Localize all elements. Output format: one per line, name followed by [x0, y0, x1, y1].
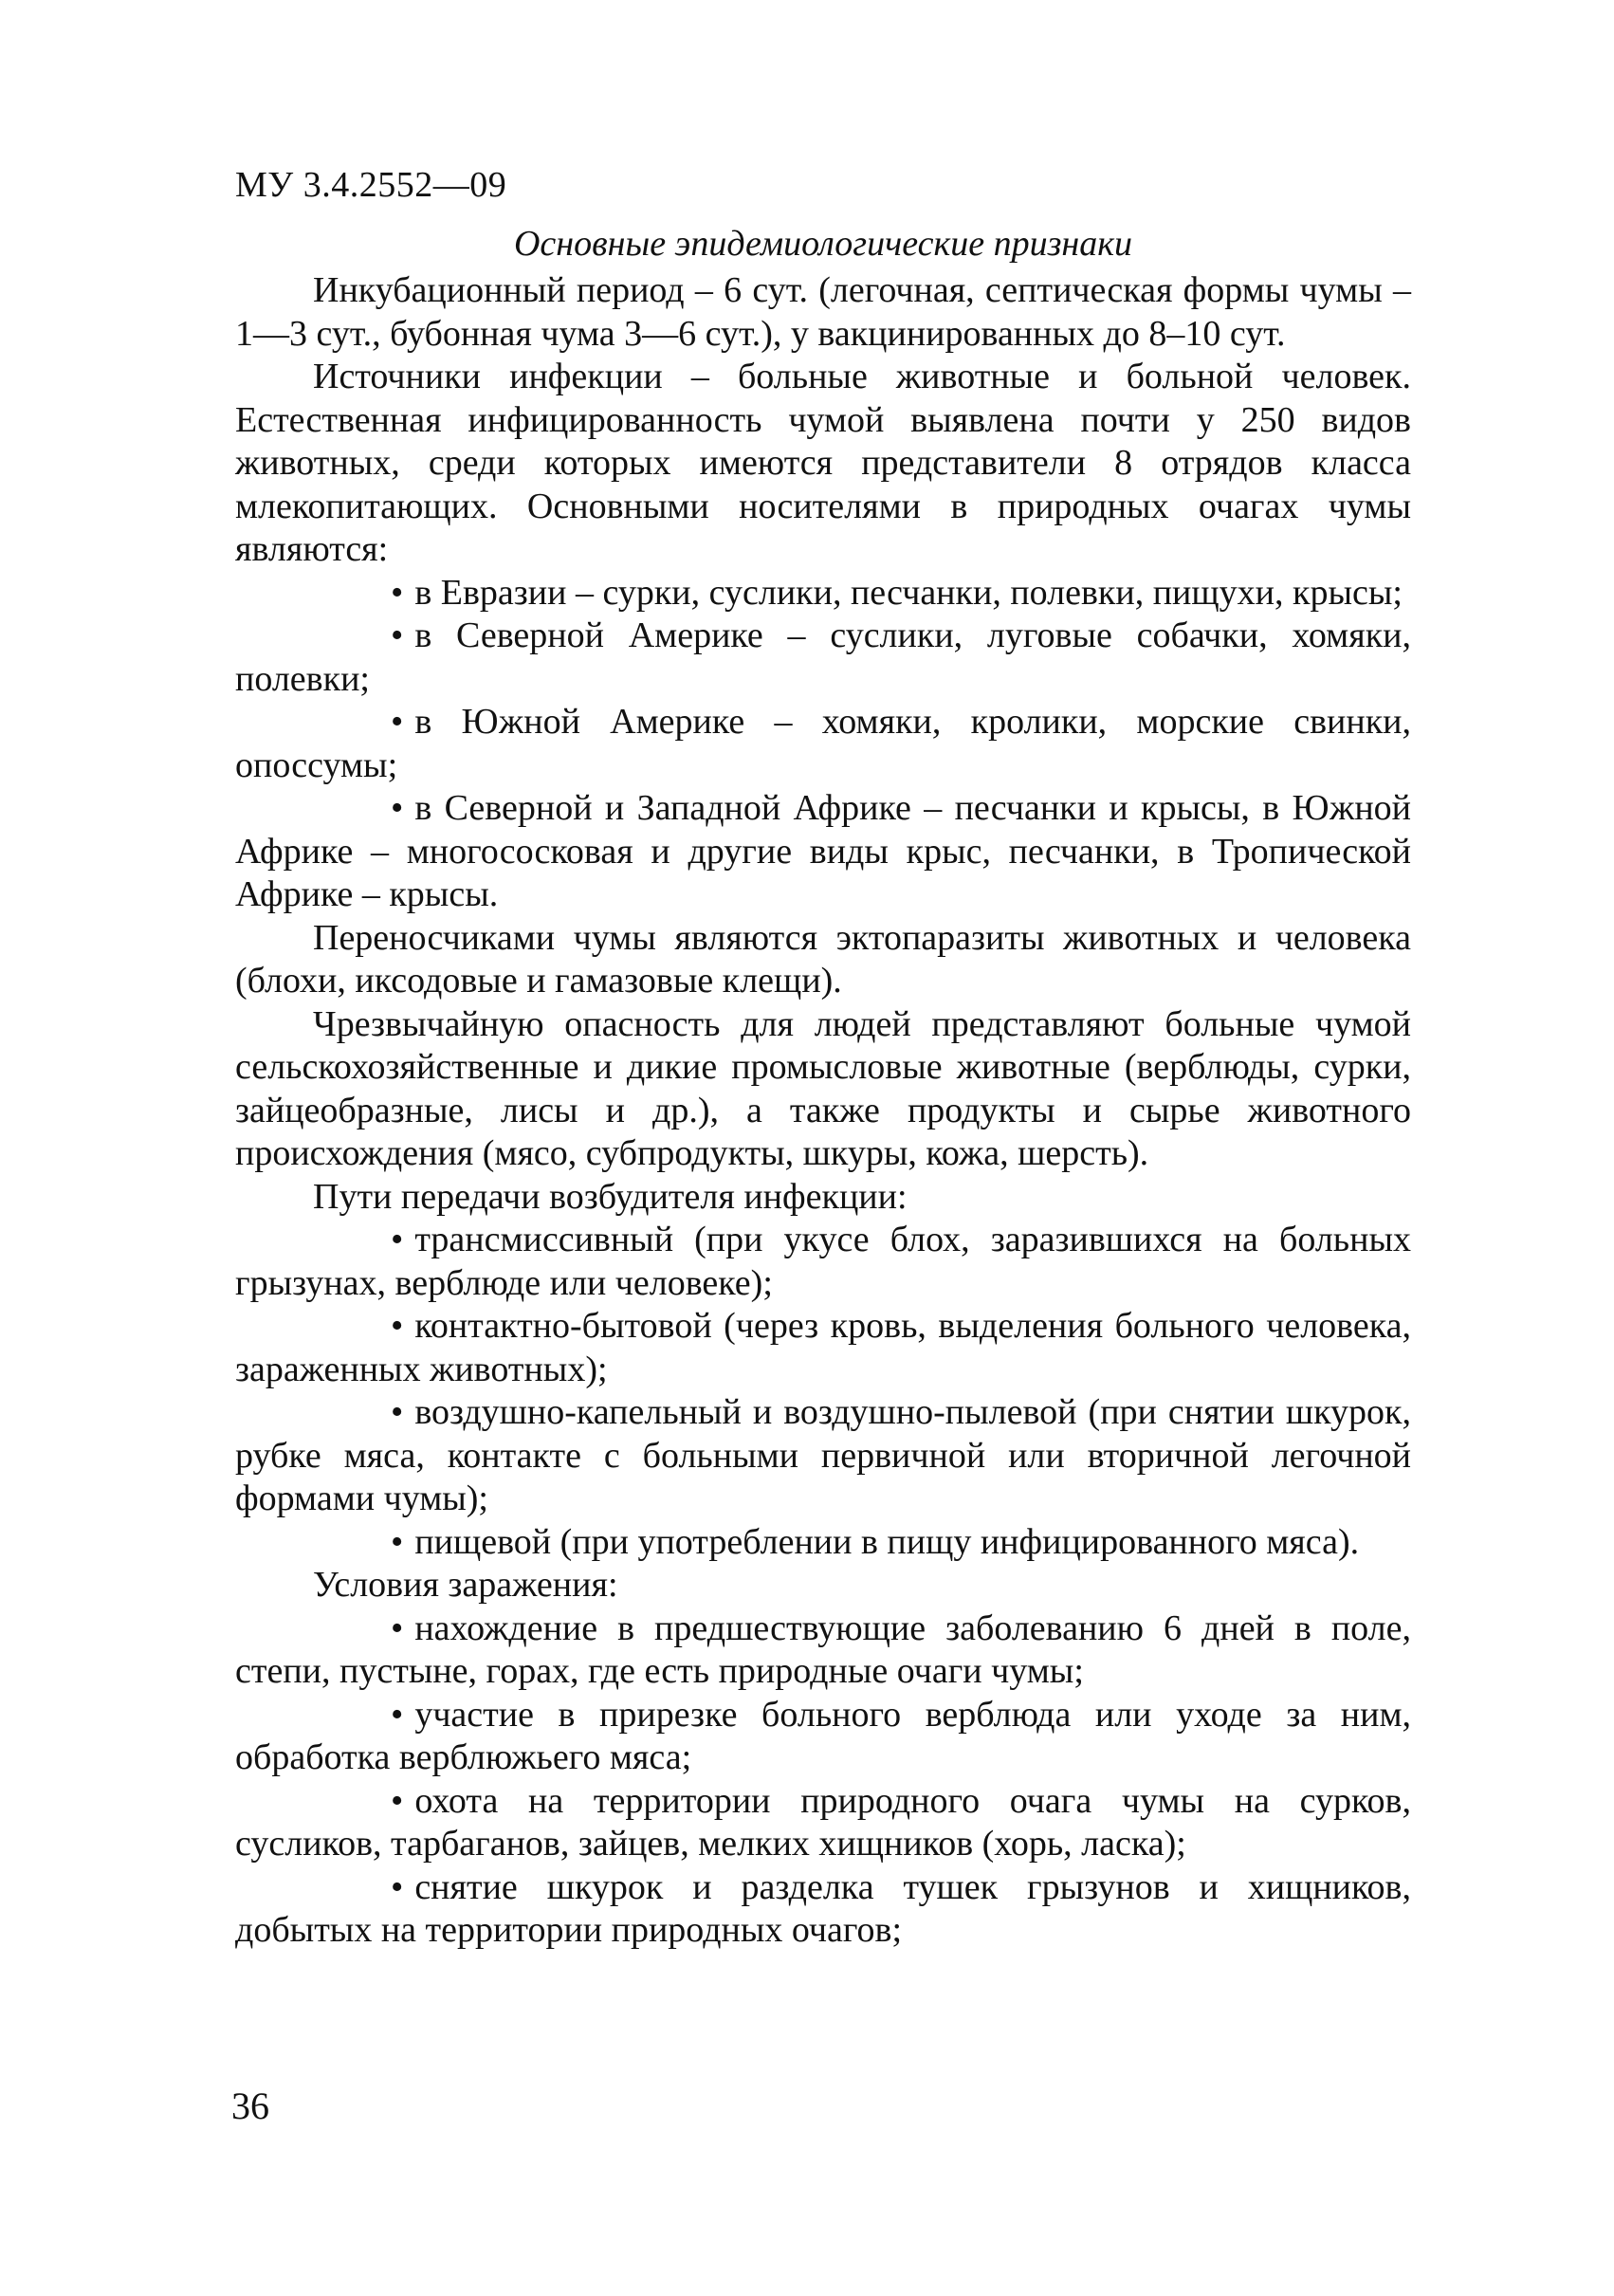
list-item-transmission-food	[235, 1521, 1411, 1565]
page-number: 36	[231, 2085, 269, 2127]
list-item-transmission-vector	[235, 1219, 1411, 1305]
list-item-condition-hunting	[235, 1780, 1411, 1866]
list-item-condition-camel	[235, 1694, 1411, 1780]
document-page	[235, 161, 1411, 1953]
document-code: МУ 3.4.2552—09	[235, 165, 507, 205]
list-item-condition-skinning	[235, 1866, 1411, 1953]
bullet-icon: •	[391, 572, 404, 613]
list-item-carrier-eurasia	[235, 572, 1411, 615]
section-title: Основные эпидемиологические признаки	[513, 224, 1133, 264]
paragraph-vectors: Переносчиками чумы являются эктопаразиты животных и человека (блохи, иксодовые и гамазовые клещи).	[235, 917, 1411, 1001]
list-item-carrier-south-america	[235, 701, 1411, 787]
bullet-icon: •	[391, 1306, 404, 1346]
list-item-text: контактно-бытовой (через кровь, выделения больного человека, зараженных животных);	[235, 1306, 1411, 1389]
list-item-text: в Северной и Западной Африке – песчанки и крысы, в Южной Африке – многососковая и другие виды крыс, песчанки, в Тропической Африке – крысы.	[235, 788, 1411, 914]
paragraph-transmission-heading: Пути передачи возбудителя инфекции:	[313, 1176, 908, 1217]
paragraph-sources: Источники инфекции – больные животные и больной человек. Естественная инфицированность чумой выявлена почти у 250 видов животных, среди которых имеются представители 8 отрядов класса млекопитающих. Основными носителями в природных очагах чумы являются:	[235, 357, 1411, 569]
bullet-icon: •	[391, 1866, 404, 1907]
bullet-icon: •	[391, 1220, 404, 1259]
list-item-transmission-airborne	[235, 1391, 1411, 1521]
list-item-text: в Южной Америке – хомяки, кролики, морские свинки, опоссумы;	[235, 702, 1411, 785]
list-item-text: охота на территории природного очага чумы на сурков, сусликов, тарбаганов, зайцев, мелких хищников (хорь, ласка);	[235, 1780, 1411, 1864]
list-item-text: снятие шкурок и разделка тушек грызунов и хищников, добытых на территории природных очагов;	[235, 1866, 1411, 1950]
list-item-text: участие в прирезке больного верблюда или уходе за ним, обработка верблюжьего мяса;	[235, 1694, 1411, 1777]
list-item-text: в Евразии – сурки, суслики, песчанки, полевки, пищухи, крысы;	[414, 572, 1403, 613]
bullet-icon: •	[391, 1392, 404, 1432]
paragraph-incubation: Инкубационный период – 6 сут. (легочная, септическая формы чумы – 1—3 сут., бубонная чума 3—6 сут.), у вакцинированных до 8–10 сут.	[235, 270, 1411, 354]
bullet-icon: •	[391, 1694, 404, 1735]
list-item-transmission-contact	[235, 1305, 1411, 1391]
list-item-condition-stay	[235, 1607, 1411, 1694]
list-item-text: пищевой (при употреблении в пищу инфицированного мяса).	[414, 1521, 1360, 1562]
bullet-icon: •	[391, 788, 404, 828]
list-item-text: трансмиссивный (при укусе блох, заразившихся на больных грызунах, верблюде или человеке);	[235, 1220, 1411, 1303]
list-item-carrier-africa	[235, 787, 1411, 917]
list-item-text: воздушно-капельный и воздушно-пылевой (при снятии шкурок, рубке мяса, контакте с больными первичной или вторичной легочной формами чумы);	[235, 1392, 1411, 1518]
bullet-icon: •	[391, 702, 404, 742]
bullet-icon: •	[391, 1780, 404, 1821]
list-item-text: нахождение в предшествующие заболеванию 6 дней в поле, степи, пустыне, горах, где есть природные очаги чумы;	[235, 1607, 1411, 1691]
paragraph-danger: Чрезвычайную опасность для людей представляют больные чумой сельскохозяйственные и дикие промысловые животные (верблюды, сурки, зайцеобразные, лисы и др.), а также продукты и сырье животного происхождения (мясо, субпродукты, шкуры, кожа, шерсть).	[235, 1003, 1411, 1173]
list-item-text: в Северной Америке – суслики, луговые собачки, хомяки, полевки;	[235, 615, 1411, 699]
list-item-carrier-north-america	[235, 615, 1411, 701]
paragraph-conditions-heading: Условия заражения:	[313, 1565, 618, 1605]
bullet-icon: •	[391, 1521, 404, 1562]
bullet-icon: •	[391, 615, 404, 655]
bullet-icon: •	[391, 1607, 404, 1648]
